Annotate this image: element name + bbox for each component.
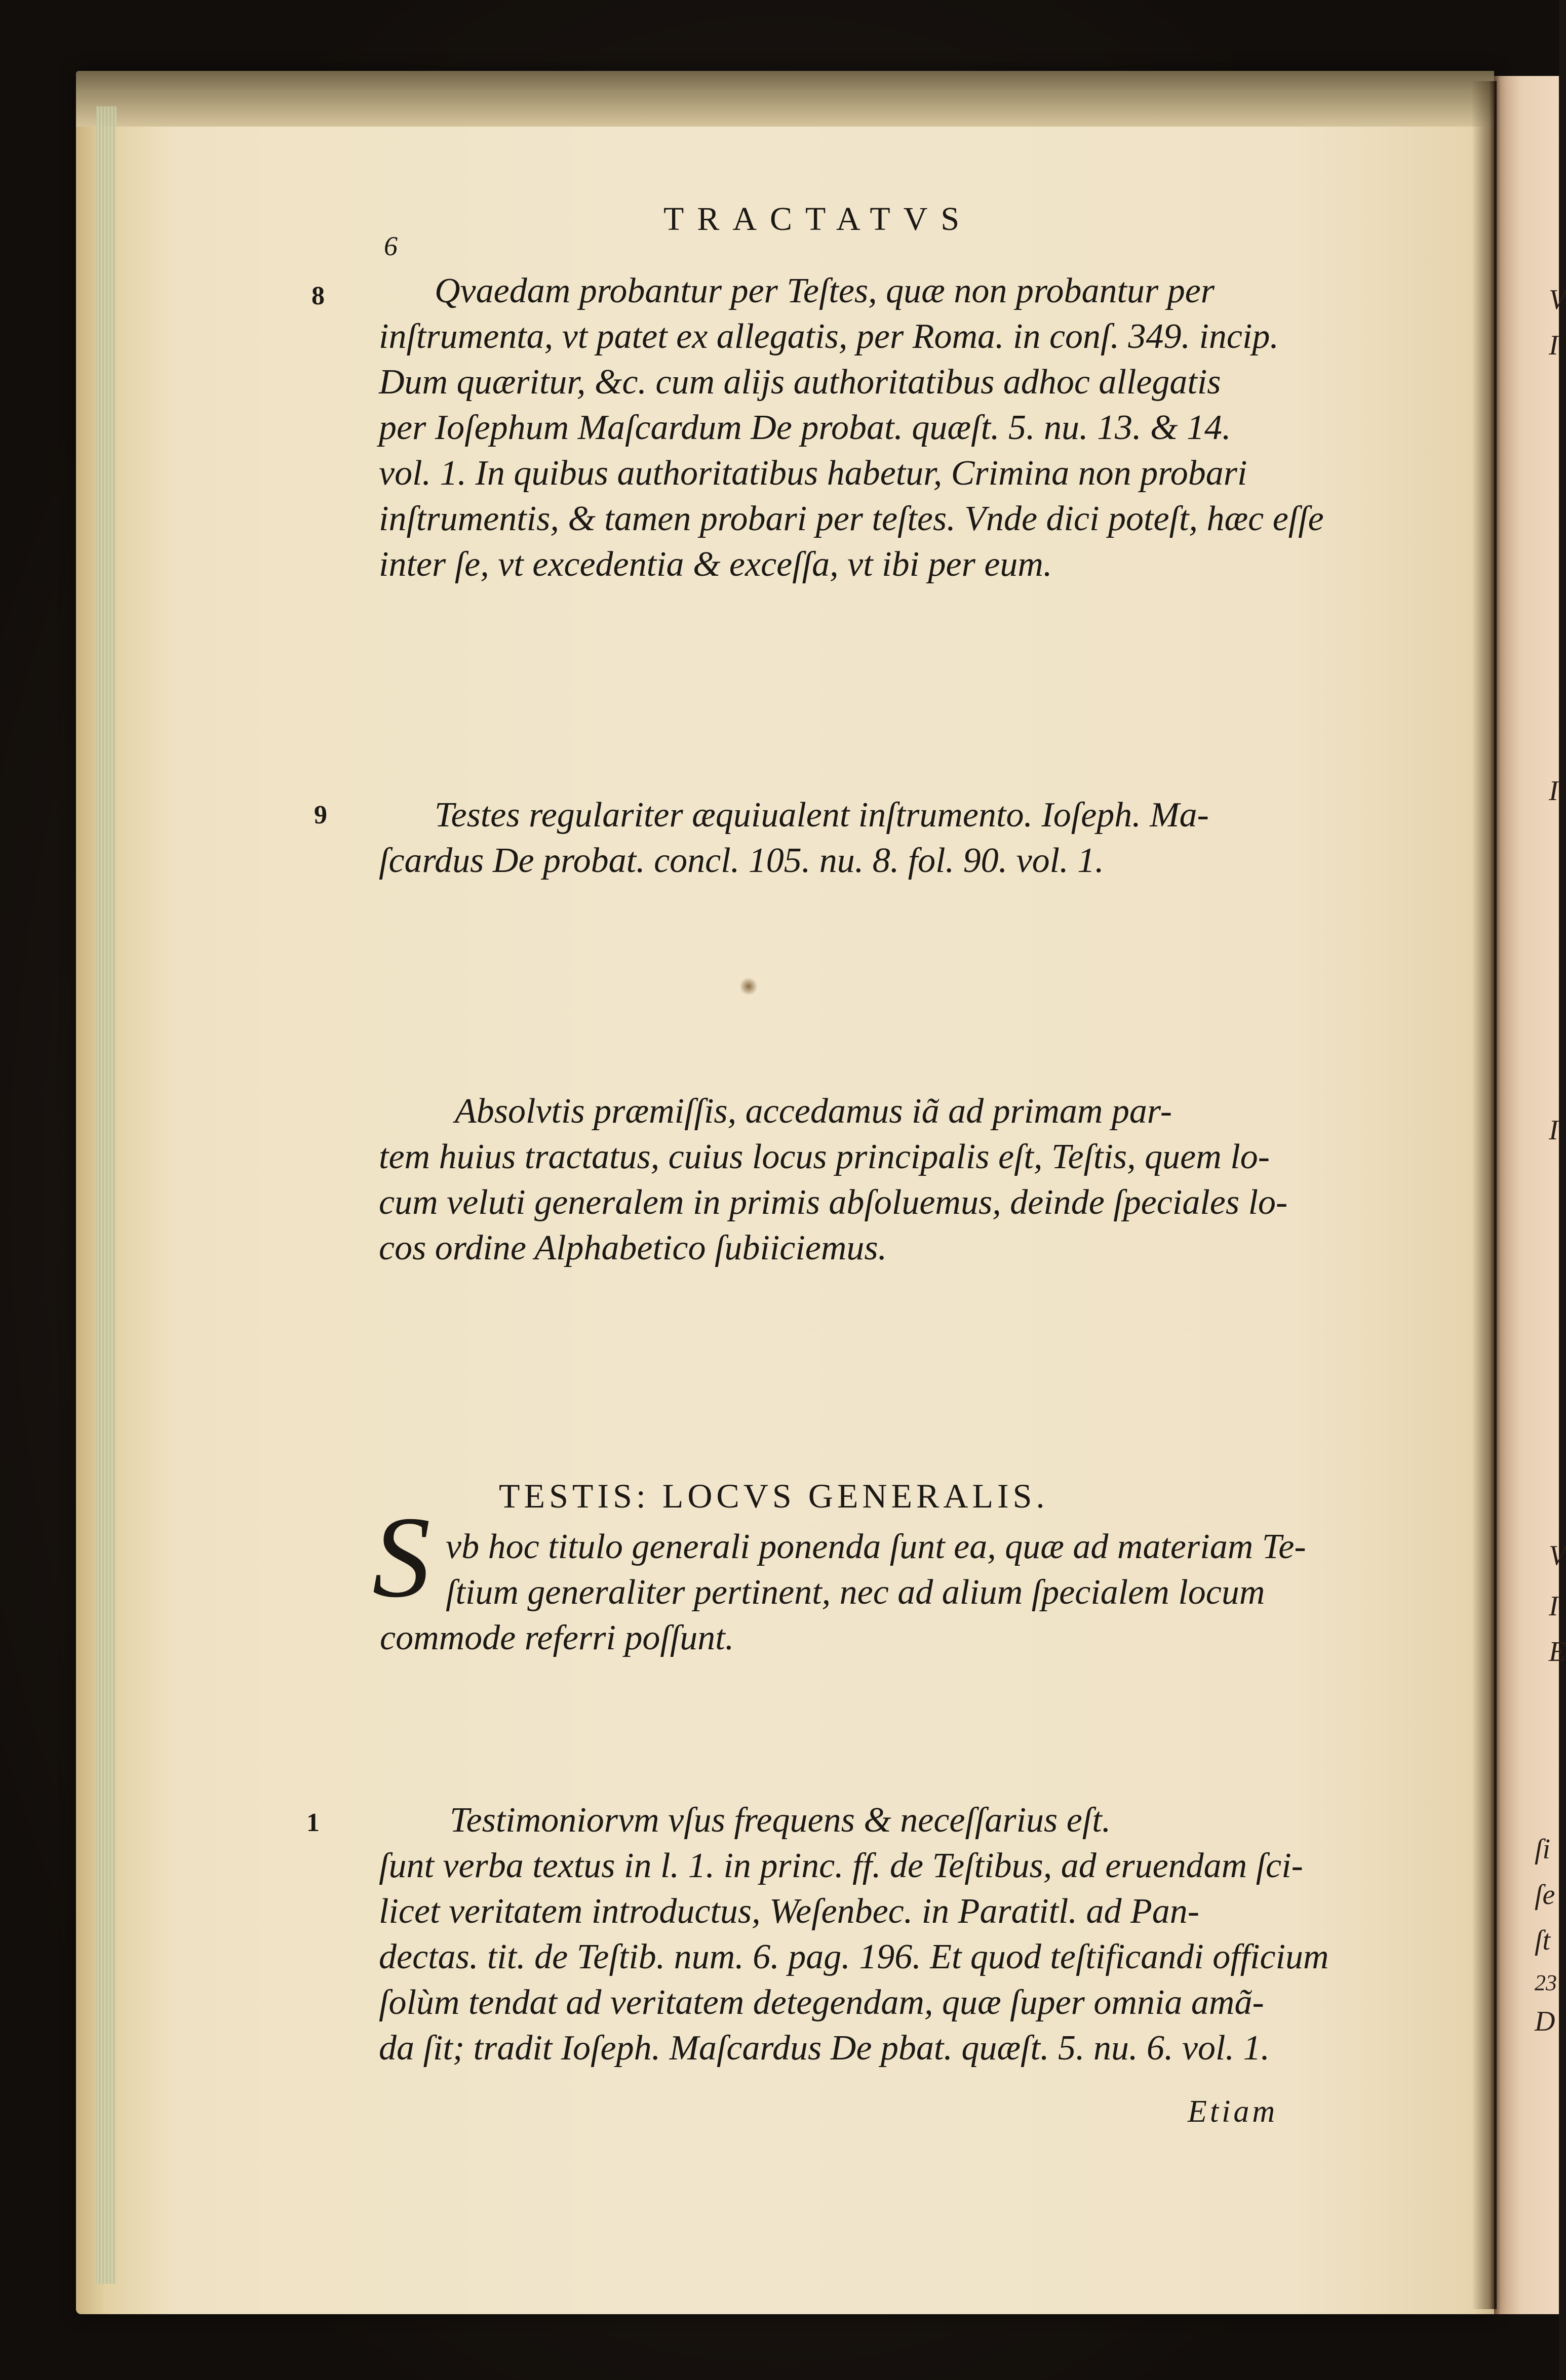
paper-stain xyxy=(739,977,758,996)
facing-page-fragment: I xyxy=(1549,330,1558,361)
text-line: vb hoc titulo generali ponenda ſunt ea, quæ ad materiam Te- xyxy=(446,1527,1306,1566)
page-number: 6 xyxy=(384,231,398,261)
text-line: cos ordine Alphabetico ſubiiciemus. xyxy=(379,1228,887,1267)
section-intro xyxy=(380,1524,1357,1661)
text-line: cum veluti generalem in primis abſoluemus, deinde ſpeciales lo- xyxy=(379,1183,1288,1222)
text-line: inſtrumenta, vt patet ex allegatis, per Roma. in conſ. 349. incip. xyxy=(379,317,1279,356)
text-line: licet veritatem introductus, Weſenbec. in Paratitl. ad Pan- xyxy=(379,1892,1200,1931)
facing-page-fragment: D xyxy=(1535,2006,1555,2037)
text-line: Qvaedam probantur per Teſtes, quæ non probantur per xyxy=(435,271,1215,310)
text-line: Absolvtis præmiſſis, accedamus iã ad primam par- xyxy=(455,1092,1172,1131)
marginal-number: 8 xyxy=(311,282,325,310)
running-head: TRACTATVS xyxy=(663,201,973,237)
paragraph-9 xyxy=(379,792,1351,884)
text-line: ſtium generaliter pertinent, nec ad alium ſpecialem locum xyxy=(446,1573,1265,1612)
facing-page-fragment: I xyxy=(1549,1115,1558,1146)
marginal-number: 9 xyxy=(314,801,327,829)
facing-page-fragment: I xyxy=(1549,775,1558,807)
text-line: inter ſe, vt excedentia & exceſſa, vt ibi per eum. xyxy=(379,545,1052,584)
catchword: Etiam xyxy=(1188,2094,1278,2129)
facing-page-fragment: 23 xyxy=(1535,1970,1557,1995)
facing-page-fragment: ſe xyxy=(1535,1879,1555,1911)
paragraph-absolutis xyxy=(379,1089,1351,1271)
text-line: Testes regulariter æquiualent inſtrumento. Ioſeph. Ma- xyxy=(435,796,1209,835)
text-line: inſtrumentis, & tamen probari per teſtes. Vnde dici poteſt, hæc eſſe xyxy=(379,499,1324,538)
facing-page-fragment: ſi xyxy=(1535,1834,1551,1865)
text-line: dectas. tit. de Teſtib. num. 6. pag. 196. Et quod teſtificandi officium xyxy=(379,1937,1329,1976)
text-line: Dum quæritur, &c. cum alijs authoritatibus adhoc allegatis xyxy=(379,363,1221,402)
facing-page-fragment: I xyxy=(1549,1591,1558,1622)
section-heading: TESTIS: LOCVS GENERALIS. xyxy=(499,1477,1049,1515)
text-line: per Ioſephum Maſcardum De probat. quæſt. 5. nu. 13. & 14. xyxy=(379,408,1231,447)
page-top-edge xyxy=(76,71,1494,127)
facing-page-fragment: E xyxy=(1549,1636,1566,1668)
facing-page-fragment: V xyxy=(1549,284,1566,315)
drop-cap: S xyxy=(372,1492,430,1621)
text-line: tem huius tractatus, cuius locus principalis eſt, Teſtis, quem lo- xyxy=(379,1137,1270,1176)
text-line: ſolùm tendat ad veritatem detegendam, quæ ſuper omnia amã- xyxy=(379,1983,1264,2022)
paragraph-1 xyxy=(379,1798,1351,2071)
text-line: vol. 1. In quibus authoritatibus habetur, Crimina non probari xyxy=(379,454,1247,493)
paragraph-8 xyxy=(379,268,1351,587)
text-line: ſunt verba textus in l. 1. in princ. ff. de Teſtibus, ad eruendam ſci- xyxy=(379,1846,1303,1885)
text-line: Testimoniorvm vſus frequens & neceſſarius eſt. xyxy=(450,1801,1111,1840)
text-line: commode referri poſſunt. xyxy=(380,1618,734,1657)
facing-page-fragment: ſt xyxy=(1535,1925,1551,1956)
marginal-number: 1 xyxy=(306,1808,320,1837)
facing-page-fragment: V xyxy=(1549,1540,1566,1571)
text-line: ſcardus De probat. concl. 105. nu. 8. fol. 90. vol. 1. xyxy=(379,841,1104,880)
text-line: da ſit; tradit Ioſeph. Maſcardus De pbat. quæſt. 5. nu. 6. vol. 1. xyxy=(379,2029,1270,2068)
book-gutter xyxy=(1471,81,1497,2309)
page-fore-edge xyxy=(96,106,116,2284)
